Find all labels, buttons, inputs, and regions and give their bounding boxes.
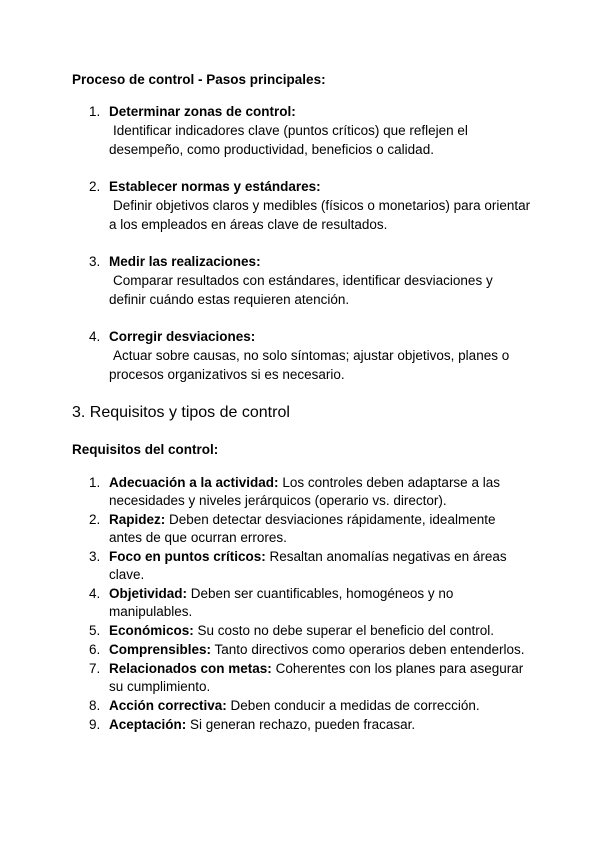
step-description: Comparar resultados con estándares, identificar desviaciones y definir cuándo estas requieren atención. — [109, 273, 493, 307]
requirement-term: Rapidez: — [109, 512, 166, 527]
requirement-term: Económicos: — [109, 623, 194, 638]
requirement-item — [72, 585, 532, 621]
step-number: 2. — [89, 179, 101, 194]
requirement-text: Deben ser cuantificables, homogéneos y no manipulables. — [109, 586, 454, 619]
steps-list — [72, 102, 532, 384]
section-title-requisitos: 3. Requisitos y tipos de control — [72, 404, 290, 421]
requirement-number: 9. — [89, 717, 101, 732]
requirement-term: Objetividad: — [109, 586, 188, 601]
requirement-number: 5. — [89, 623, 101, 638]
requirement-number: 3. — [89, 549, 101, 564]
requirement-term: Adecuación a la actividad: — [109, 475, 279, 490]
requirement-text: Los controles deben adaptarse a las necesidades y niveles jerárquicos (operario vs. director). — [109, 475, 500, 508]
requirement-item — [72, 474, 532, 510]
requirement-term: Acción correctiva: — [109, 698, 227, 713]
step-title: Medir las realizaciones: — [109, 254, 261, 269]
requirement-item — [72, 697, 532, 715]
requirement-text: Si generan rechazo, pueden fracasar. — [186, 717, 416, 732]
requirement-term: Relacionados con metas: — [109, 661, 272, 676]
step-description: Definir objetivos claros y medibles (físicos o monetarios) para orientar a los empleados en áreas clave de resultados. — [109, 198, 531, 232]
step-number: 1. — [89, 104, 101, 119]
requirement-item — [72, 511, 532, 547]
requirement-text: Resaltan anomalías negativas en áreas clave. — [109, 549, 507, 582]
step-item — [72, 252, 532, 309]
requirement-item — [72, 716, 532, 734]
requirement-number: 8. — [89, 698, 101, 713]
requirement-number: 6. — [89, 642, 101, 657]
heading-requisitos-control: Requisitos del control: — [72, 442, 219, 457]
step-description: Identificar indicadores clave (puntos críticos) que reflejen el desempeño, como productividad, beneficios o calidad. — [109, 123, 468, 157]
requirement-item — [72, 548, 532, 584]
requirement-number: 4. — [89, 586, 101, 601]
step-description: Actuar sobre causas, no solo síntomas; ajustar objetivos, planes o procesos organizativos si es necesario. — [109, 348, 510, 382]
requirement-text: Deben detectar desviaciones rápidamente, idealmente antes de que ocurran errores. — [109, 512, 496, 545]
requirement-text: Su costo no debe superar el beneficio del control. — [193, 623, 494, 638]
step-number: 3. — [89, 254, 101, 269]
step-item — [72, 327, 532, 384]
step-item — [72, 177, 532, 234]
requirements-list — [72, 474, 532, 734]
requirement-number: 7. — [89, 661, 101, 676]
step-title: Corregir desviaciones: — [109, 329, 256, 344]
step-item — [72, 102, 532, 159]
requirement-text: Coherentes con los planes para asegurar su cumplimiento. — [109, 661, 524, 694]
requirement-item — [72, 622, 532, 640]
step-number: 4. — [89, 329, 101, 344]
step-title: Determinar zonas de control: — [109, 104, 296, 119]
requirement-text: Deben conducir a medidas de corrección. — [226, 698, 480, 713]
requirement-number: 1. — [89, 475, 101, 490]
requirement-term: Foco en puntos críticos: — [109, 549, 266, 564]
requirement-item — [72, 660, 532, 696]
requirement-number: 2. — [89, 512, 101, 527]
step-title: Establecer normas y estándares: — [109, 179, 321, 194]
document-page — [72, 70, 532, 735]
requirement-text: Tanto directivos como operarios deben entenderlos. — [211, 642, 525, 657]
heading-proceso-control: Proceso de control - Pasos principales: — [72, 72, 326, 87]
requirement-item — [72, 641, 532, 659]
requirement-term: Comprensibles: — [109, 642, 212, 657]
requirement-term: Aceptación: — [109, 717, 187, 732]
